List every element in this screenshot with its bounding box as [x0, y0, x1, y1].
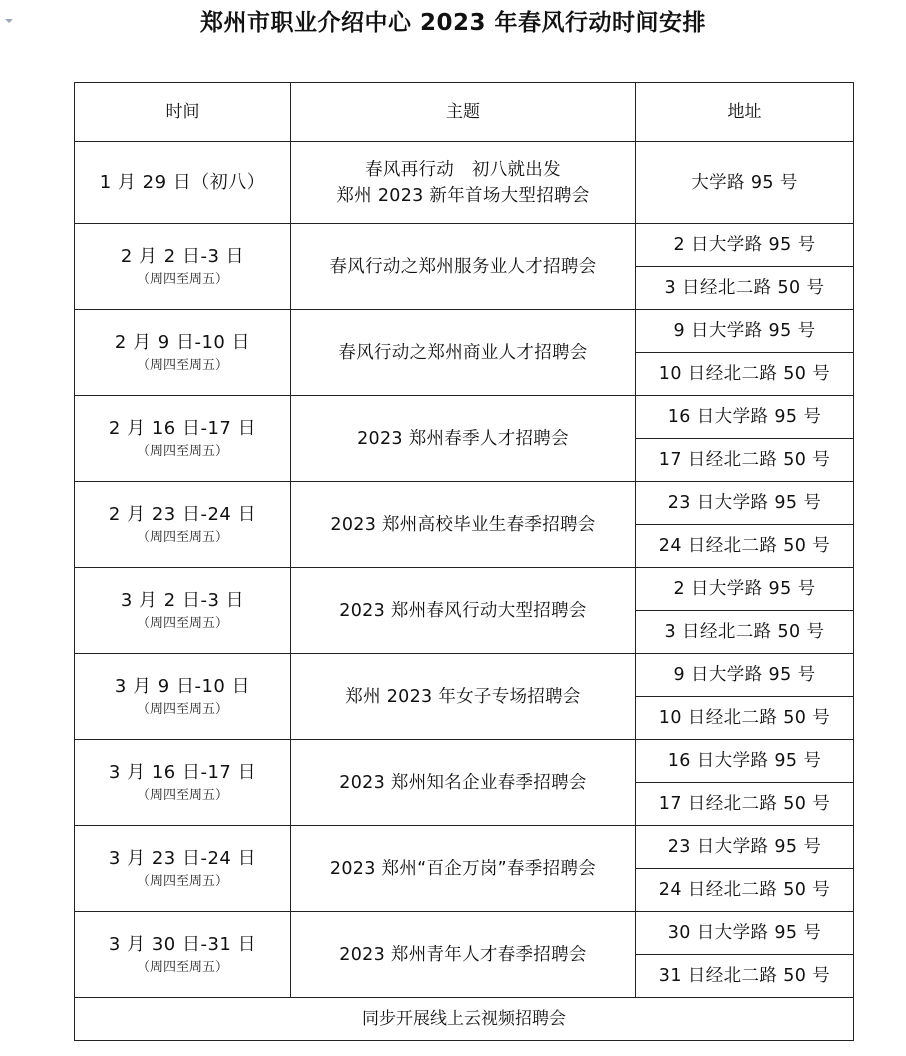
- date-text: 2 月 16 日-17 日: [108, 417, 257, 439]
- weekday-range: （周四至周五）: [136, 787, 228, 803]
- address-cell: 17 日经北二路 50 号: [636, 439, 854, 482]
- theme-cell: 2023 郑州春风行动大型招聘会: [291, 568, 636, 654]
- table-row: [75, 740, 854, 783]
- table-row: [75, 142, 854, 224]
- address-cell: 3 日经北二路 50 号: [636, 267, 854, 310]
- address-cell: 10 日经北二路 50 号: [636, 353, 854, 396]
- weekday-range: （周四至周五）: [136, 873, 228, 889]
- address-cell: 24 日经北二路 50 号: [636, 869, 854, 912]
- page-title: 郑州市职业介绍中心 2023 年春风行动时间安排: [199, 10, 707, 36]
- date-text: 3 月 23 日-24 日: [108, 847, 257, 869]
- table-row: [75, 224, 854, 267]
- address-cell: 16 日大学路 95 号: [636, 396, 854, 439]
- address-cell: 9 日大学路 95 号: [636, 310, 854, 353]
- date-cell: [75, 912, 291, 998]
- address-cell: 10 日经北二路 50 号: [636, 697, 854, 740]
- date-text: 2 月 9 日-10 日: [114, 331, 251, 353]
- weekday-range: （周四至周五）: [136, 357, 228, 373]
- address-cell: 3 日经北二路 50 号: [636, 611, 854, 654]
- schedule-table: [74, 82, 854, 1041]
- theme-cell: 2023 郑州“百企万岗”春季招聘会: [291, 826, 636, 912]
- date-text: 3 月 2 日-3 日: [120, 589, 245, 611]
- weekday-range: （周四至周五）: [136, 271, 228, 287]
- weekday-range: （周四至周五）: [136, 701, 228, 717]
- table-row: [75, 568, 854, 611]
- date-cell: [75, 654, 291, 740]
- weekday-range: （周四至周五）: [136, 529, 228, 545]
- date-text: 1 月 29 日（初八）: [99, 171, 266, 193]
- header-time: 时间: [75, 83, 291, 142]
- address-cell: 23 日大学路 95 号: [636, 826, 854, 869]
- weekday-range: （周四至周五）: [136, 443, 228, 459]
- address-cell: 23 日大学路 95 号: [636, 482, 854, 525]
- theme-cell: [291, 142, 636, 224]
- theme-cell: 春风行动之郑州商业人才招聘会: [291, 310, 636, 396]
- address-cell: 9 日大学路 95 号: [636, 654, 854, 697]
- table-row: [75, 912, 854, 955]
- address-cell: 30 日大学路 95 号: [636, 912, 854, 955]
- theme-line: 郑州 2023 新年首场大型招聘会: [336, 185, 590, 206]
- weekday-range: （周四至周五）: [136, 959, 228, 975]
- address-cell: 17 日经北二路 50 号: [636, 783, 854, 826]
- theme-cell: 春风行动之郑州服务业人才招聘会: [291, 224, 636, 310]
- date-cell: [75, 740, 291, 826]
- date-text: 3 月 16 日-17 日: [108, 761, 257, 783]
- theme-line: 春风再行动 初八就出发: [365, 159, 561, 180]
- table-row: [75, 310, 854, 353]
- theme-cell: 2023 郑州知名企业春季招聘会: [291, 740, 636, 826]
- date-cell: [75, 142, 291, 224]
- date-cell: [75, 224, 291, 310]
- date-text: 3 月 30 日-31 日: [108, 933, 257, 955]
- date-cell: [75, 568, 291, 654]
- address-cell: 2 日大学路 95 号: [636, 224, 854, 267]
- table-row: [75, 826, 854, 869]
- date-cell: [75, 482, 291, 568]
- table-footer-row: [75, 998, 854, 1041]
- table-header-row: [75, 83, 854, 142]
- address-cell: 31 日经北二路 50 号: [636, 955, 854, 998]
- weekday-range: （周四至周五）: [136, 615, 228, 631]
- table-row: [75, 654, 854, 697]
- date-cell: [75, 396, 291, 482]
- table-row: [75, 482, 854, 525]
- address-cell: 2 日大学路 95 号: [636, 568, 854, 611]
- address-cell: 大学路 95 号: [636, 142, 854, 224]
- theme-cell: 2023 郑州春季人才招聘会: [291, 396, 636, 482]
- date-cell: [75, 826, 291, 912]
- date-cell: [75, 310, 291, 396]
- header-theme: 主题: [291, 83, 636, 142]
- address-cell: 16 日大学路 95 号: [636, 740, 854, 783]
- table-row: [75, 396, 854, 439]
- theme-cell: 2023 郑州青年人才春季招聘会: [291, 912, 636, 998]
- date-text: 2 月 23 日-24 日: [108, 503, 257, 525]
- theme-cell: 2023 郑州高校毕业生春季招聘会: [291, 482, 636, 568]
- date-text: 3 月 9 日-10 日: [114, 675, 251, 697]
- theme-cell: 郑州 2023 年女子专场招聘会: [291, 654, 636, 740]
- footer-note: 同步开展线上云视频招聘会: [75, 998, 854, 1041]
- date-text: 2 月 2 日-3 日: [120, 245, 245, 267]
- address-cell: 24 日经北二路 50 号: [636, 525, 854, 568]
- header-address: 地址: [636, 83, 854, 142]
